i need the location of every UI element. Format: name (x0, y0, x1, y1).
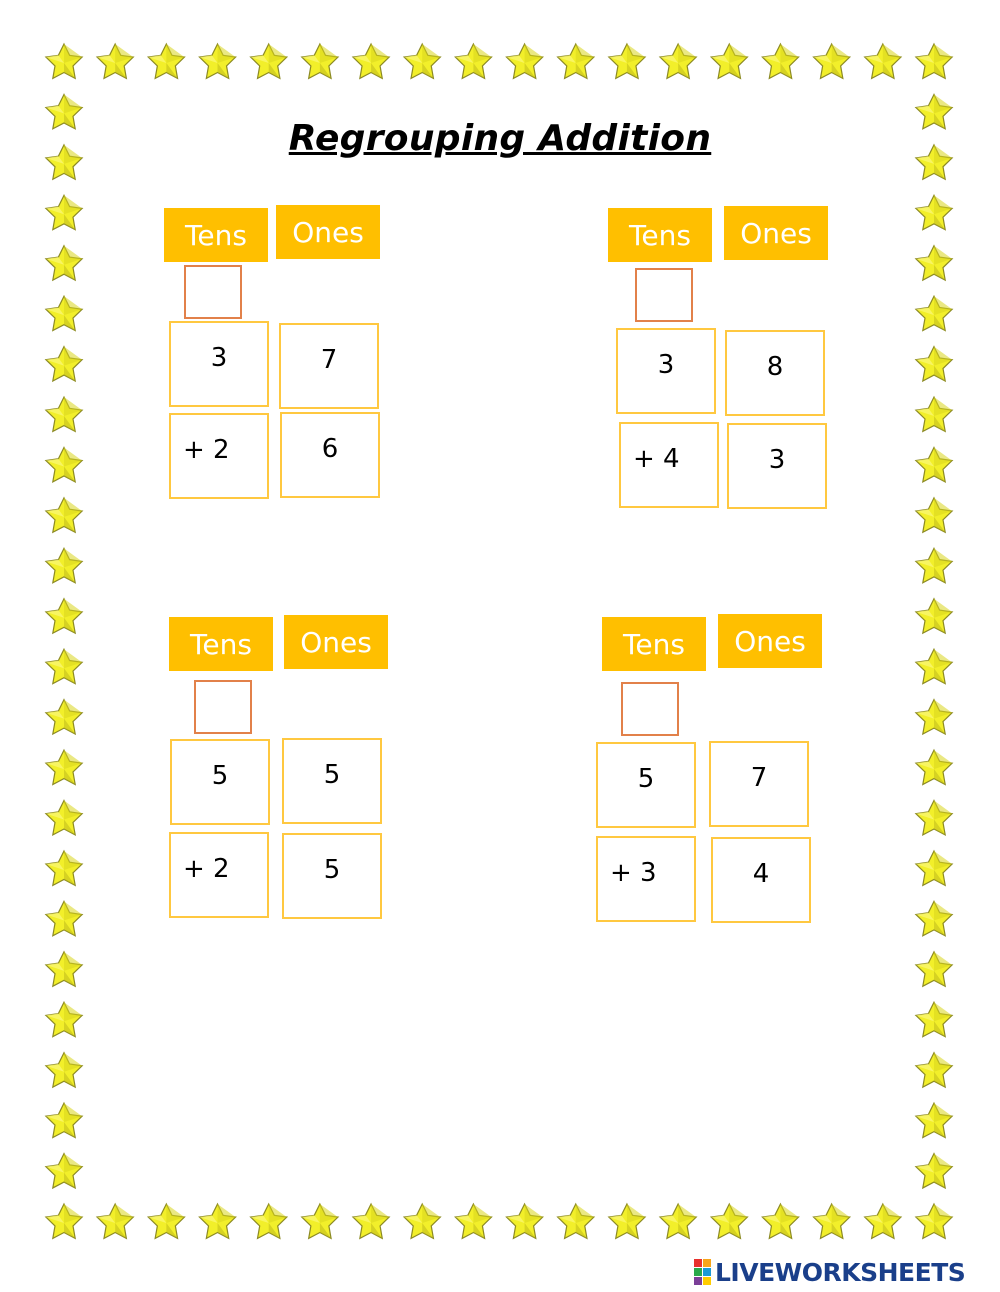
star-icon (353, 1204, 389, 1238)
logo-text: LIVEWORKSHEETS (715, 1257, 966, 1287)
ones-header: Ones (284, 615, 388, 669)
star-icon (46, 447, 82, 481)
star-icon (916, 44, 952, 78)
star-icon (97, 1204, 133, 1238)
top-ones-cell (725, 330, 825, 416)
tens-header: Tens (164, 208, 268, 262)
bottom-ones-digit: 6 (321, 434, 339, 464)
star-icon (814, 44, 850, 78)
star-icon (46, 1154, 82, 1188)
plus-sign: + (633, 444, 655, 474)
top-ones-cell (282, 738, 382, 824)
star-icon (199, 1204, 235, 1238)
top-ones-digit: 7 (320, 345, 338, 375)
top-tens-digit: 5 (211, 761, 229, 791)
bottom-ones-cell (727, 423, 827, 509)
star-icon (558, 1204, 594, 1238)
star-icon (46, 1002, 82, 1036)
star-icon (97, 44, 133, 78)
bottom-ones-digit: 4 (752, 859, 770, 889)
top-tens-cell (616, 328, 716, 414)
star-icon (916, 700, 952, 734)
top-ones-cell (279, 323, 379, 409)
star-icon (916, 952, 952, 986)
star-icon (199, 44, 235, 78)
star-icon (916, 1103, 952, 1137)
top-tens-digit: 5 (637, 764, 655, 794)
star-icon (46, 649, 82, 683)
carry-box[interactable] (184, 265, 242, 319)
star-icon (46, 750, 82, 784)
star-icon (916, 195, 952, 229)
star-icon (46, 700, 82, 734)
star-icon (46, 801, 82, 835)
star-icon (916, 397, 952, 431)
star-icon (506, 44, 542, 78)
star-icon (762, 1204, 798, 1238)
star-icon (46, 296, 82, 330)
star-icon (609, 1204, 645, 1238)
ones-header: Ones (724, 206, 828, 260)
star-icon (46, 1053, 82, 1087)
top-tens-digit: 3 (210, 343, 228, 373)
star-icon (865, 44, 901, 78)
carry-box[interactable] (621, 682, 679, 736)
carry-box[interactable] (194, 680, 252, 734)
star-icon (916, 447, 952, 481)
bottom-tens-digit: 3 (640, 858, 657, 888)
star-icon (916, 901, 952, 935)
liveworksheets-logo (694, 1252, 965, 1292)
star-icon (558, 44, 594, 78)
top-ones-digit: 8 (766, 352, 784, 382)
star-icon (916, 851, 952, 885)
plus-sign: + (183, 854, 205, 884)
star-icon (148, 44, 184, 78)
bottom-ones-digit: 5 (323, 855, 341, 885)
top-ones-digit: 5 (323, 760, 341, 790)
star-icon (46, 851, 82, 885)
star-icon (506, 1204, 542, 1238)
star-icon (455, 44, 491, 78)
bottom-tens-digit: 4 (663, 444, 680, 474)
tens-header: Tens (169, 617, 273, 671)
star-icon (916, 750, 952, 784)
plus-sign: + (610, 858, 632, 888)
star-icon (916, 1002, 952, 1036)
star-icon (251, 44, 287, 78)
star-icon (353, 44, 389, 78)
star-icon (404, 1204, 440, 1238)
bottom-ones-digit: 3 (768, 445, 786, 475)
tens-header: Tens (608, 208, 712, 262)
top-tens-cell (170, 739, 270, 825)
star-icon (711, 44, 747, 78)
star-icon (148, 1204, 184, 1238)
star-icon (762, 44, 798, 78)
star-icon (455, 1204, 491, 1238)
star-icon (660, 1204, 696, 1238)
star-icon (916, 548, 952, 582)
star-icon (46, 548, 82, 582)
bottom-tens-cell (596, 836, 696, 922)
bottom-tens-digit: 2 (213, 435, 230, 465)
top-ones-digit: 7 (750, 763, 768, 793)
ones-header: Ones (276, 205, 380, 259)
star-icon (302, 44, 338, 78)
star-icon (609, 44, 645, 78)
star-icon (916, 801, 952, 835)
star-icon (46, 246, 82, 280)
star-icon (404, 44, 440, 78)
star-icon (46, 498, 82, 532)
star-icon (46, 952, 82, 986)
star-icon (916, 246, 952, 280)
top-tens-digit: 3 (657, 350, 675, 380)
bottom-tens-digit: 2 (213, 854, 230, 884)
star-icon (46, 44, 82, 78)
bottom-tens-cell (169, 413, 269, 499)
star-icon (865, 1204, 901, 1238)
logo-blocks-icon (694, 1259, 711, 1285)
star-icon (916, 599, 952, 633)
star-icon (916, 1204, 952, 1238)
star-icon (916, 498, 952, 532)
carry-box[interactable] (635, 268, 693, 322)
star-icon (46, 901, 82, 935)
top-tens-cell (169, 321, 269, 407)
star-icon (302, 1204, 338, 1238)
star-icon (916, 1053, 952, 1087)
star-icon (46, 599, 82, 633)
star-icon (916, 649, 952, 683)
star-icon (46, 195, 82, 229)
bottom-tens-cell (619, 422, 719, 508)
plus-sign: + (183, 435, 205, 465)
tens-header: Tens (602, 617, 706, 671)
top-ones-cell (709, 741, 809, 827)
bottom-ones-cell (711, 837, 811, 923)
star-icon (660, 44, 696, 78)
bottom-ones-cell (282, 833, 382, 919)
star-icon (814, 1204, 850, 1238)
page-title: Regrouping Addition (288, 118, 712, 159)
star-icon (711, 1204, 747, 1238)
bottom-ones-cell (280, 412, 380, 498)
star-icon (46, 1204, 82, 1238)
top-tens-cell (596, 742, 696, 828)
star-icon (46, 1103, 82, 1137)
ones-header: Ones (718, 614, 822, 668)
star-icon (251, 1204, 287, 1238)
star-icon (46, 397, 82, 431)
star-icon (916, 296, 952, 330)
star-icon (916, 347, 952, 381)
star-icon (46, 347, 82, 381)
bottom-tens-cell (169, 832, 269, 918)
star-icon (916, 1154, 952, 1188)
